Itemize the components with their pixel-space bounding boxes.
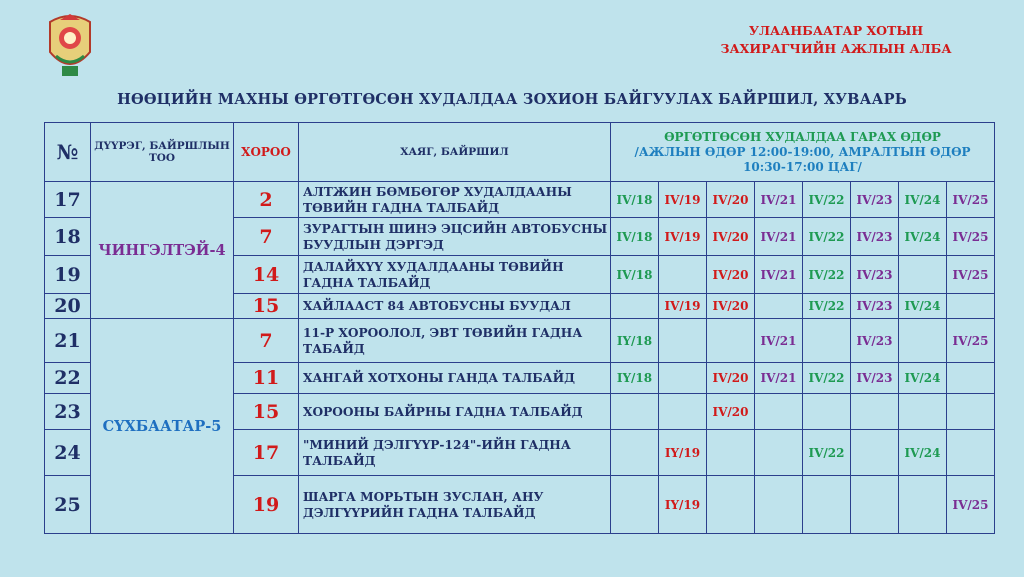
date-cell: IV/21 (755, 218, 803, 256)
date-cell: IV/23 (851, 256, 899, 294)
date-cell: IV/23 (851, 218, 899, 256)
horoo-cell: 7 (234, 218, 299, 256)
date-cell: IV/23 (851, 294, 899, 319)
date-cell: IV/24 (899, 294, 947, 319)
horoo-cell: 2 (234, 182, 299, 218)
row-number: 21 (45, 319, 91, 363)
row-number: 17 (45, 182, 91, 218)
date-cell (947, 363, 995, 394)
date-cell: IV/19 (659, 218, 707, 256)
date-cell (611, 430, 659, 476)
office-name (706, 22, 966, 58)
date-cell (755, 476, 803, 534)
date-cell: IV/22 (803, 256, 851, 294)
table-row (45, 182, 995, 218)
date-cell (899, 319, 947, 363)
date-cell: IV/23 (851, 319, 899, 363)
date-cell: IV/18 (611, 218, 659, 256)
date-cell: IV/25 (947, 256, 995, 294)
date-cell (659, 319, 707, 363)
row-number: 18 (45, 218, 91, 256)
date-cell (659, 394, 707, 430)
date-cell: IV/22 (803, 294, 851, 319)
row-number: 22 (45, 363, 91, 394)
date-cell: IY/19 (659, 430, 707, 476)
date-cell: IV/24 (899, 363, 947, 394)
district-cell: ЧИНГЭЛТЭЙ-4 (91, 182, 234, 319)
date-cell: IV/22 (803, 430, 851, 476)
horoo-cell: 17 (234, 430, 299, 476)
date-cell (851, 476, 899, 534)
date-cell (803, 394, 851, 430)
city-emblem-icon (42, 12, 98, 80)
date-cell: IV/20 (707, 218, 755, 256)
date-cell (803, 476, 851, 534)
date-cell (947, 294, 995, 319)
date-cell: IV/22 (803, 182, 851, 218)
date-cell (755, 430, 803, 476)
office-line-2: ЗАХИРАГЧИЙН АЖЛЫН АЛБА (720, 41, 952, 56)
date-cell: IV/19 (659, 182, 707, 218)
date-cell: IV/20 (707, 294, 755, 319)
date-cell: IV/24 (899, 218, 947, 256)
date-cell (611, 394, 659, 430)
date-cell (707, 430, 755, 476)
horoo-cell: 19 (234, 476, 299, 534)
address-cell: АЛТЖИН БӨМБӨГӨР ХУДАЛДААНЫ ТӨВИЙН ГАДНА ТАЛБАЙД (299, 182, 611, 218)
date-cell: IV/25 (947, 319, 995, 363)
dates-header-line-2: /АЖЛЫН ӨДӨР 12:00-19:00, АМРАЛТЫН ӨДӨР (634, 144, 971, 159)
date-cell: IV/23 (851, 182, 899, 218)
date-cell: IV/21 (755, 182, 803, 218)
date-cell (947, 394, 995, 430)
col-header-district: ДҮҮРЭГ, БАЙРШЛЫН ТОО (91, 123, 234, 182)
office-line-1: УЛААНБААТАР ХОТЫН (748, 23, 924, 38)
date-cell: IV/22 (803, 218, 851, 256)
dates-header-line-1: ӨРГӨТГӨСӨН ХУДАЛДАА ГАРАХ ӨДӨР (664, 129, 941, 144)
address-cell: ХАНГАЙ ХОТХОНЫ ГАНДА ТАЛБАЙД (299, 363, 611, 394)
col-header-dates (611, 123, 995, 182)
date-cell: IV/24 (899, 182, 947, 218)
col-header-address: ХАЯГ, БАЙРШИЛ (299, 123, 611, 182)
dates-header-line-3: 10:30-17:00 ЦАГ/ (743, 159, 862, 174)
date-cell (659, 256, 707, 294)
date-cell: IV/19 (659, 294, 707, 319)
date-cell (899, 256, 947, 294)
address-cell: "МИНИЙ ДЭЛГҮҮР-124"-ИЙН ГАДНА ТАЛБАЙД (299, 430, 611, 476)
date-cell (899, 476, 947, 534)
table-header-row (45, 123, 995, 182)
date-cell: IV/18 (611, 256, 659, 294)
date-cell: IV/20 (707, 394, 755, 430)
date-cell: IY/19 (659, 476, 707, 534)
page-title: НӨӨЦИЙН МАХНЫ ӨРГӨТГӨСӨН ХУДАЛДАА ЗОХИОН БАЙГУУЛАХ БАЙРШИЛ, ХУВААРЬ (117, 91, 907, 108)
date-cell: IV/18 (611, 182, 659, 218)
date-cell: IY/18 (611, 363, 659, 394)
col-header-horoo: ХОРОО (234, 123, 299, 182)
date-cell (947, 430, 995, 476)
col-header-number: № (45, 123, 91, 182)
horoo-cell: 11 (234, 363, 299, 394)
date-cell: IV/25 (947, 218, 995, 256)
date-cell: IV/21 (755, 256, 803, 294)
row-number: 23 (45, 394, 91, 430)
date-cell (899, 394, 947, 430)
date-cell: IV/25 (947, 182, 995, 218)
date-cell (611, 294, 659, 319)
address-cell: ШАРГА МОРЬТЫН ЗУСЛАН, АНУ ДЭЛГҮҮРИЙН ГАДНА ТАЛБАЙД (299, 476, 611, 534)
date-cell: IV/21 (755, 363, 803, 394)
date-cell (707, 319, 755, 363)
address-cell: 11-Р ХОРООЛОЛ, ЭВТ ТӨВИЙН ГАДНА ТАБАЙД (299, 319, 611, 363)
schedule-table (44, 122, 995, 534)
date-cell: IV/23 (851, 363, 899, 394)
table-row (45, 319, 995, 363)
row-number: 19 (45, 256, 91, 294)
date-cell (659, 363, 707, 394)
date-cell: IV/21 (755, 319, 803, 363)
horoo-cell: 15 (234, 294, 299, 319)
date-cell (755, 294, 803, 319)
date-cell (611, 476, 659, 534)
date-cell: IV/20 (707, 256, 755, 294)
date-cell (851, 430, 899, 476)
horoo-cell: 7 (234, 319, 299, 363)
date-cell (707, 476, 755, 534)
address-cell: ХАЙЛААСТ 84 АВТОБУСНЫ БУУДАЛ (299, 294, 611, 319)
date-cell (755, 394, 803, 430)
address-cell: ЗУРАГТЫН ШИНЭ ЭЦСИЙН АВТОБУСНЫ БУУДЛЫН ДЭРГЭД (299, 218, 611, 256)
date-cell: IY/18 (611, 319, 659, 363)
date-cell (851, 394, 899, 430)
row-number: 20 (45, 294, 91, 319)
date-cell: IV/25 (947, 476, 995, 534)
row-number: 25 (45, 476, 91, 534)
row-number: 24 (45, 430, 91, 476)
date-cell: IV/20 (707, 363, 755, 394)
date-cell: IV/22 (803, 363, 851, 394)
date-cell (803, 319, 851, 363)
horoo-cell: 15 (234, 394, 299, 430)
address-cell: ХОРООНЫ БАЙРНЫ ГАДНА ТАЛБАЙД (299, 394, 611, 430)
district-cell: СҮХБААТАР-5 (91, 319, 234, 534)
date-cell: IV/24 (899, 430, 947, 476)
horoo-cell: 14 (234, 256, 299, 294)
date-cell: IV/20 (707, 182, 755, 218)
address-cell: ДАЛАЙХҮҮ ХУДАЛДААНЫ ТӨВИЙН ГАДНА ТАЛБАЙД (299, 256, 611, 294)
